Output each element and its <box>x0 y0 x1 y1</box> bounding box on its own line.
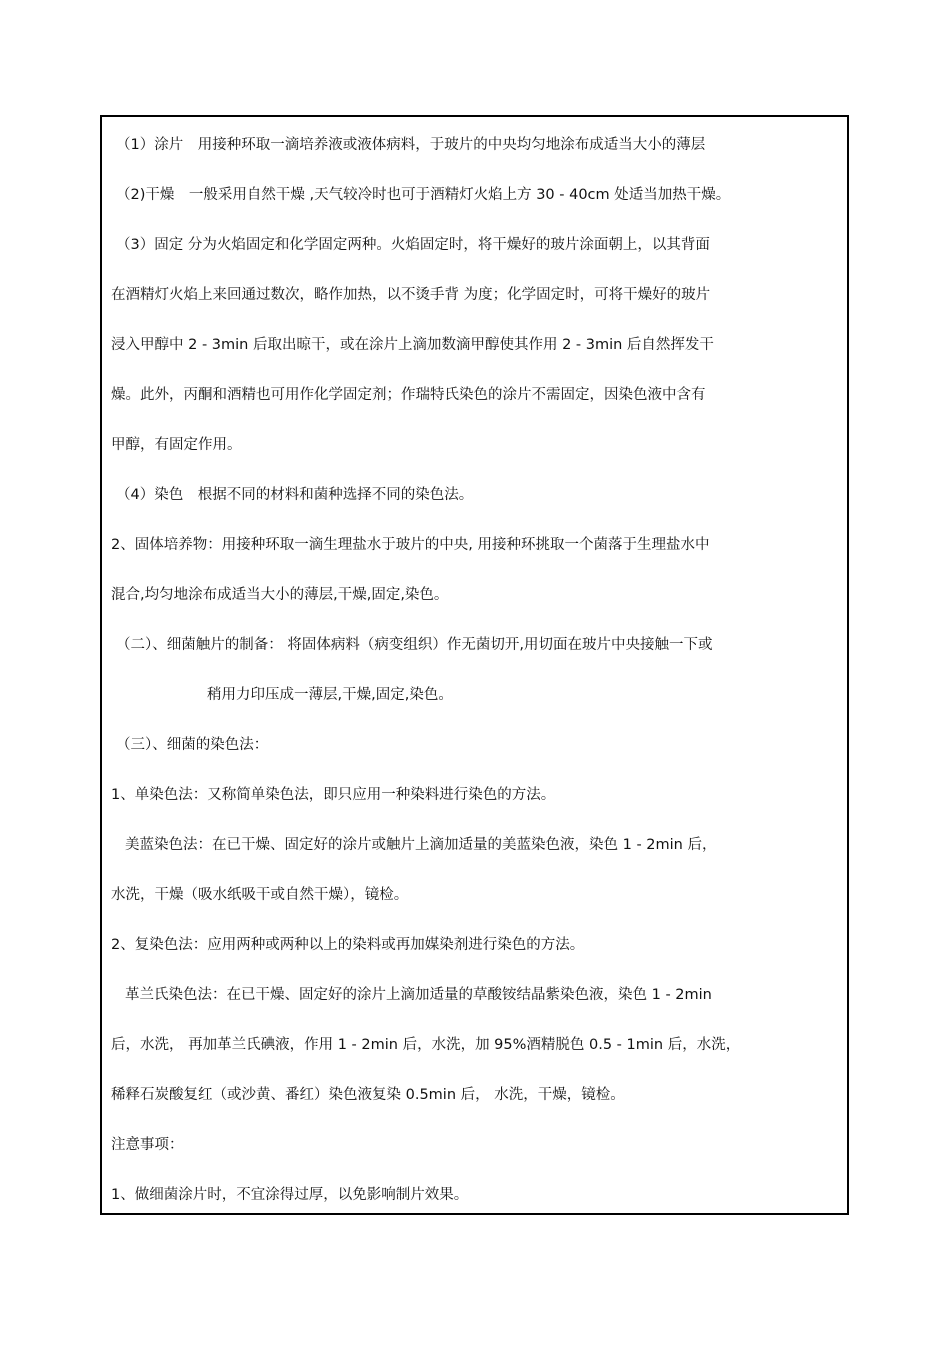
text-line-fixation-cont-3: 燥。此外，丙酮和酒精也可用作化学固定剂；作瑞特氏染色的涂片不需固定，因染色液中含有 <box>111 387 706 403</box>
text-line-touch-prep-cont: 稍用力印压成一薄层,干燥,固定,染色。 <box>207 687 453 703</box>
text-line-fixation-cont-1: 在酒精灯火焰上来回通过数次，略作加热，以不烫手背 为度；化学固定时，可将干燥好的玻片 <box>111 287 711 303</box>
text-line-fixation-cont-4: 甲醇，有固定作用。 <box>111 437 242 453</box>
text-line-gram-stain-cont-1: 后，水洗， 再加革兰氏碘液，作用 1 - 2min 后，水洗，加 95%酒精脱色 0.5 - 1min 后，水洗， <box>111 1037 741 1053</box>
text-line-gram-stain: 革兰氏染色法：在已干燥、固定好的涂片上滴加适量的草酸铵结晶紫染色液，染色 1 - 2min <box>125 987 712 1003</box>
section-heading-staining-methods: （三）、细菌的染色法： <box>116 737 269 753</box>
text-line-fixation: （3）固定 分为火焰固定和化学固定两种。火焰固定时，将干燥好的玻片涂面朝上，以其背面 <box>116 237 710 253</box>
text-line-methylene-blue: 美蓝染色法：在已干燥、固定好的涂片或触片上滴加适量的美蓝染色液，染色 1 - 2min 后， <box>125 837 717 853</box>
text-line-fixation-cont-2: 浸入甲醇中 2 - 3min 后取出晾干，或在涂片上滴加数滴甲醇使其作用 2 - 3min 后自然挥发干 <box>111 337 714 353</box>
document-frame <box>100 115 849 1215</box>
text-line-smear: （1）涂片 用接种环取一滴培养液或液体病料，于玻片的中央均匀地涂布成适当大小的薄层 <box>116 137 706 153</box>
text-line-compound-stain: 2、复染色法：应用两种或两种以上的染料或再加媒染剂进行染色的方法。 <box>111 937 585 953</box>
text-line-staining: （4）染色 根据不同的材料和菌种选择不同的染色法。 <box>116 487 474 503</box>
text-line-solid-culture: 2、固体培养物：用接种环取一滴生理盐水于玻片的中央, 用接种环挑取一个菌落于生理盐水中 <box>111 537 710 553</box>
text-line-touch-prep: （二）、细菌触片的制备： 将固体病料（病变组织）作无菌切开,用切面在玻片中央接触一下或 <box>116 637 713 653</box>
text-line-drying: （2)干燥 一般采用自然干燥 ,天气较冷时也可于酒精灯火焰上方 30 - 40cm 处适当加热干燥。 <box>116 187 731 203</box>
text-line-gram-stain-cont-2: 稀释石炭酸复红（或沙黄、番红）染色液复染 0.5min 后， 水洗，干燥，镜检。 <box>111 1087 625 1103</box>
text-line-note-1: 1、做细菌涂片时，不宜涂得过厚，以免影响制片效果。 <box>111 1187 469 1203</box>
text-line-methylene-blue-cont: 水洗，干燥（吸水纸吸干或自然干燥），镜检。 <box>111 887 409 903</box>
text-line-solid-culture-cont: 混合,均匀地涂布成适当大小的薄层,干燥,固定,染色。 <box>111 587 449 603</box>
text-line-simple-stain: 1、单染色法：又称简单染色法，即只应用一种染料进行染色的方法。 <box>111 787 556 803</box>
section-heading-notes: 注意事项： <box>111 1137 184 1153</box>
